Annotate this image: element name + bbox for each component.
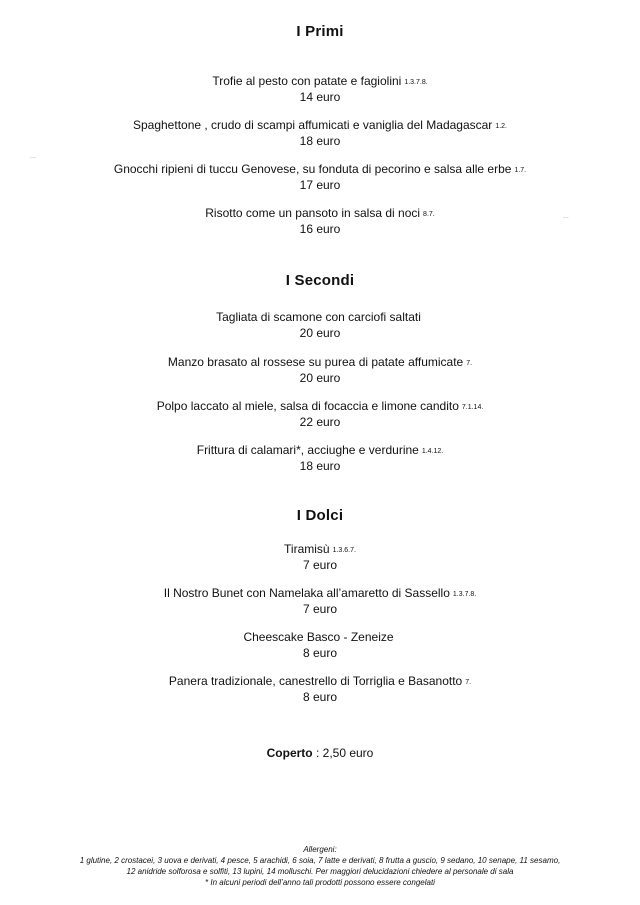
dish-name: Tagliata di scamone con carciofi saltati xyxy=(216,310,421,324)
coperto-label: Coperto xyxy=(266,746,313,760)
coperto-value: : 2,50 euro xyxy=(312,746,374,760)
footer-line: 1 glutine, 2 crostacei, 3 uova e derivati, 4 pesce, 5 arachidi, 6 soia, 7 latte e derivati, 8 frutta a guscio, 9 sedano, 10 senape, 11 sesamo, xyxy=(79,856,561,865)
dish-item xyxy=(0,542,640,573)
section-title-secondi: I Secondi xyxy=(285,272,355,289)
dish-allergens: 7. xyxy=(466,360,473,367)
dish-name: Cheescake Basco - Zeneize xyxy=(243,630,394,644)
dish-item xyxy=(0,162,640,193)
dish-item xyxy=(0,118,640,149)
footer-heading: Allergeni: xyxy=(303,845,337,854)
dish-name: Manzo brasato al rossese su purea di patate affumicate xyxy=(167,355,464,369)
dish-name: Gnocchi ripieni di tuccu Genovese, su fonduta di pecorino e salsa alle erbe xyxy=(113,162,512,176)
dish-allergens: 8.7. xyxy=(423,211,435,218)
dish-name: Frittura di calamari*, acciughe e verdurine xyxy=(196,443,419,457)
dish-item xyxy=(0,630,640,661)
dish-price: 8 euro xyxy=(302,646,338,660)
dish-price: 8 euro xyxy=(302,690,338,704)
dish-price: 14 euro xyxy=(299,90,341,104)
dish-allergens: 7.1.14. xyxy=(461,404,484,411)
dish-item xyxy=(0,586,640,617)
dish-allergens: 1.3.6.7. xyxy=(332,547,356,554)
dish-allergens: 1.7. xyxy=(514,167,527,174)
section-title-primi: I Primi xyxy=(296,23,344,40)
dish-item xyxy=(0,206,640,237)
coperto-line xyxy=(0,746,640,760)
dish-price: 7 euro xyxy=(302,558,338,572)
dish-item xyxy=(0,310,640,341)
dish-item xyxy=(0,355,640,386)
dish-name: Polpo laccato al miele, salsa di focaccia e limone candito xyxy=(156,399,459,413)
dish-allergens: 1.2. xyxy=(495,123,507,130)
dish-price: 20 euro xyxy=(299,371,341,385)
dish-name: Spaghettone , crudo di scampi affumicati e vaniglia del Madagascar xyxy=(132,118,493,132)
allergen-footer xyxy=(0,844,640,888)
dish-price: 18 euro xyxy=(299,459,341,473)
dish-allergens: 7. xyxy=(465,679,472,686)
dish-price: 16 euro xyxy=(299,222,341,236)
dish-allergens: 1.3.7.8. xyxy=(404,79,428,86)
dish-item xyxy=(0,399,640,430)
dish-price: 22 euro xyxy=(299,415,341,429)
section-title-dolci: I Dolci xyxy=(296,507,344,524)
dish-price: 7 euro xyxy=(302,602,338,616)
dish-item xyxy=(0,674,640,705)
stray-mark: ... xyxy=(30,153,36,160)
dish-name: Il Nostro Bunet con Namelaka all’amaretto di Sassello xyxy=(163,586,450,600)
dish-price: 18 euro xyxy=(299,134,341,148)
dish-allergens: 1.3.7.8. xyxy=(452,591,477,598)
stray-mark: ... xyxy=(563,213,569,220)
dish-price: 17 euro xyxy=(299,178,341,192)
dish-item xyxy=(0,74,640,105)
dish-price: 20 euro xyxy=(299,326,341,340)
dish-allergens: 1.4.12. xyxy=(421,448,444,455)
dish-name: Panera tradizionale, canestrello di Torriglia e Basanotto xyxy=(168,674,463,688)
dish-item xyxy=(0,443,640,474)
dish-name: Risotto come un pansoto in salsa di noci xyxy=(205,206,421,220)
footer-line: 12 anidride solforosa e solfiti, 13 lupini, 14 molluschi. Per maggiori delucidazioni chiedere al personale di sala xyxy=(126,867,514,876)
footer-line: * In alcuni periodi dell’anno tali prodotti possono essere congelati xyxy=(205,878,435,887)
dish-name: Trofie al pesto con patate e fagiolini xyxy=(212,74,402,88)
dish-name: Tiramisù xyxy=(284,542,330,556)
